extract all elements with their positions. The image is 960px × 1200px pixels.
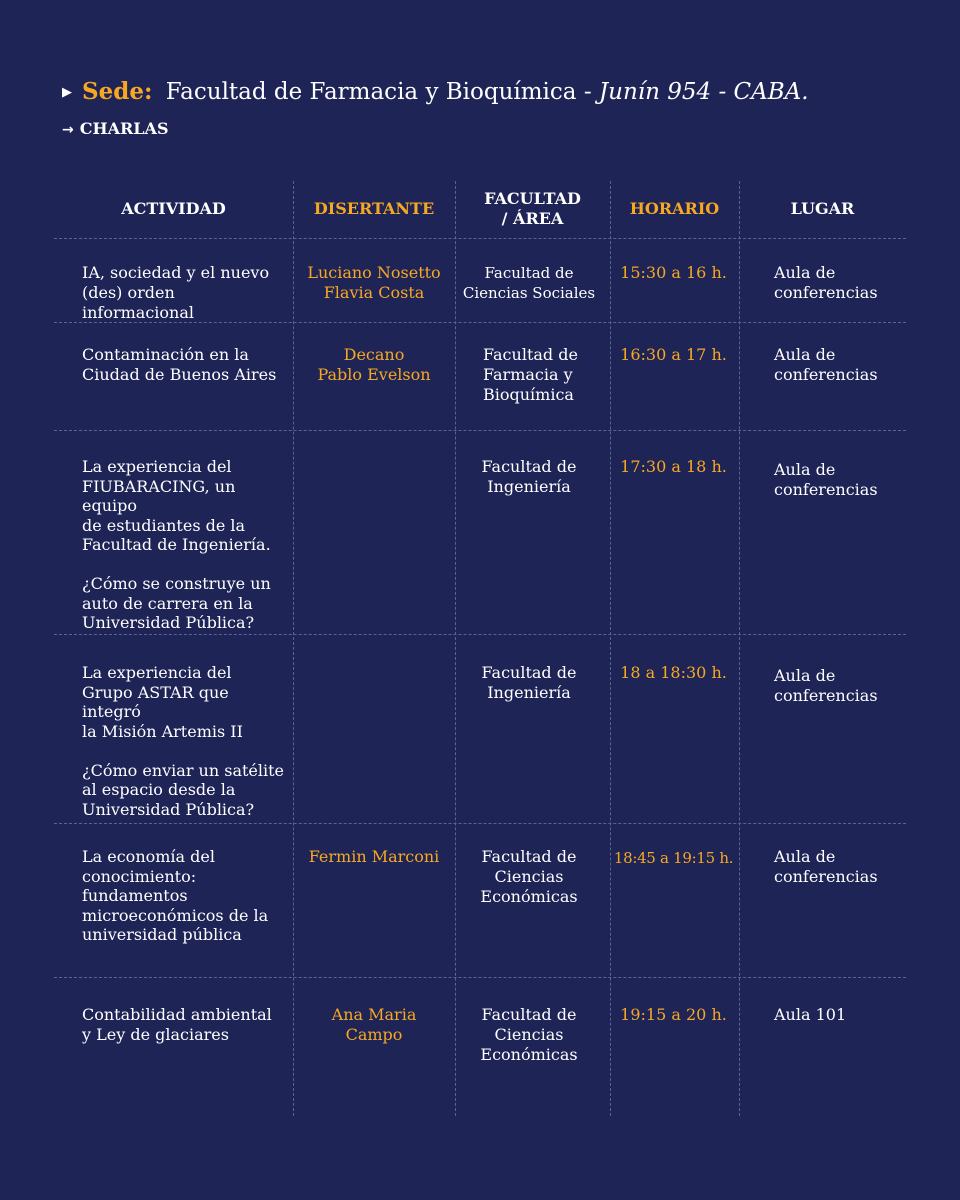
cell-facultad: Facultad de Ciencias Sociales [462,264,596,302]
cell-disertante: Fermin Marconi [308,847,440,866]
triangle-bullet-icon: ▶ [62,85,72,100]
row-divider [54,823,906,824]
column-divider [455,181,456,1116]
cell-facultad: Facultad de Farmacia y Bioquímica [483,345,578,404]
cell-lugar: Aula 101 [774,1005,847,1024]
cell-horario: 15:30 a 16 h. [620,263,727,282]
cell-lugar: Aula de conferencias [774,666,878,705]
row-divider [54,977,906,978]
cell-actividad: Contaminación en la Ciudad de Buenos Aires [82,345,277,384]
cell-lugar: Aula de conferencias [774,263,878,302]
cell-actividad: La experiencia del Grupo ASTAR que integró la Misión Artemis II ¿Cómo enviar un satélite al espacio desde la Universidad Pública? [82,663,285,819]
cell-facultad: Facultad de Ciencias Económicas [480,847,578,906]
row-divider [54,238,906,239]
cell-horario: 18 a 18:30 h. [620,663,727,682]
row-divider [54,634,906,635]
cell-horario: 17:30 a 18 h. [620,457,727,476]
venue-line [62,76,809,109]
header-actividad: ACTIVIDAD [121,199,226,218]
cell-horario: 18:45 a 19:15 h. [613,849,734,867]
column-divider [293,181,294,1116]
cell-facultad: Facultad de Ciencias Económicas [480,1005,578,1064]
cell-lugar: Aula de conferencias [774,847,878,886]
header-disertante: DISERTANTE [313,199,435,218]
cell-lugar: Aula de conferencias [774,345,878,384]
column-divider [610,181,611,1116]
venue-name: Facultad de Farmacia y Bioquímica - [165,79,592,105]
row-divider [54,430,906,431]
cell-actividad: La experiencia del FIUBARACING, un equipo de estudiantes de la Facultad de Ingeniería. ¿Cómo se construye un auto de carrera en la Universidad Pública? [82,457,271,632]
header-horario: HORARIO [629,199,720,218]
section-heading [62,118,169,141]
cell-disertante: Luciano Nosetto Flavia Costa [307,263,441,302]
cell-disertante: Ana Maria Campo [331,1005,417,1044]
cell-actividad: Contabilidad ambiental y Ley de glaciares [82,1005,272,1044]
arrow-right-icon: → [62,122,74,138]
cell-horario: 16:30 a 17 h. [620,345,727,364]
header-lugar: LUGAR [790,199,855,218]
cell-lugar: Aula de conferencias [774,460,878,499]
cell-actividad: La economía del conocimiento: fundamentos microeconómicos de la universidad pública [82,847,269,944]
section-title: CHARLAS [79,119,169,138]
venue-label: Sede: [82,78,153,105]
cell-horario: 19:15 a 20 h. [620,1005,727,1024]
header-facultad: FACULTAD / ÁREA [484,189,581,228]
cell-disertante: Decano Pablo Evelson [317,345,431,384]
cell-actividad: IA, sociedad y el nuevo (des) orden informacional [82,263,270,322]
cell-facultad: Facultad de Ingeniería [481,663,577,702]
cell-facultad: Facultad de Ingeniería [481,457,577,496]
venue-address: Junín 954 - CABA. [598,79,809,105]
column-divider [739,181,740,1116]
